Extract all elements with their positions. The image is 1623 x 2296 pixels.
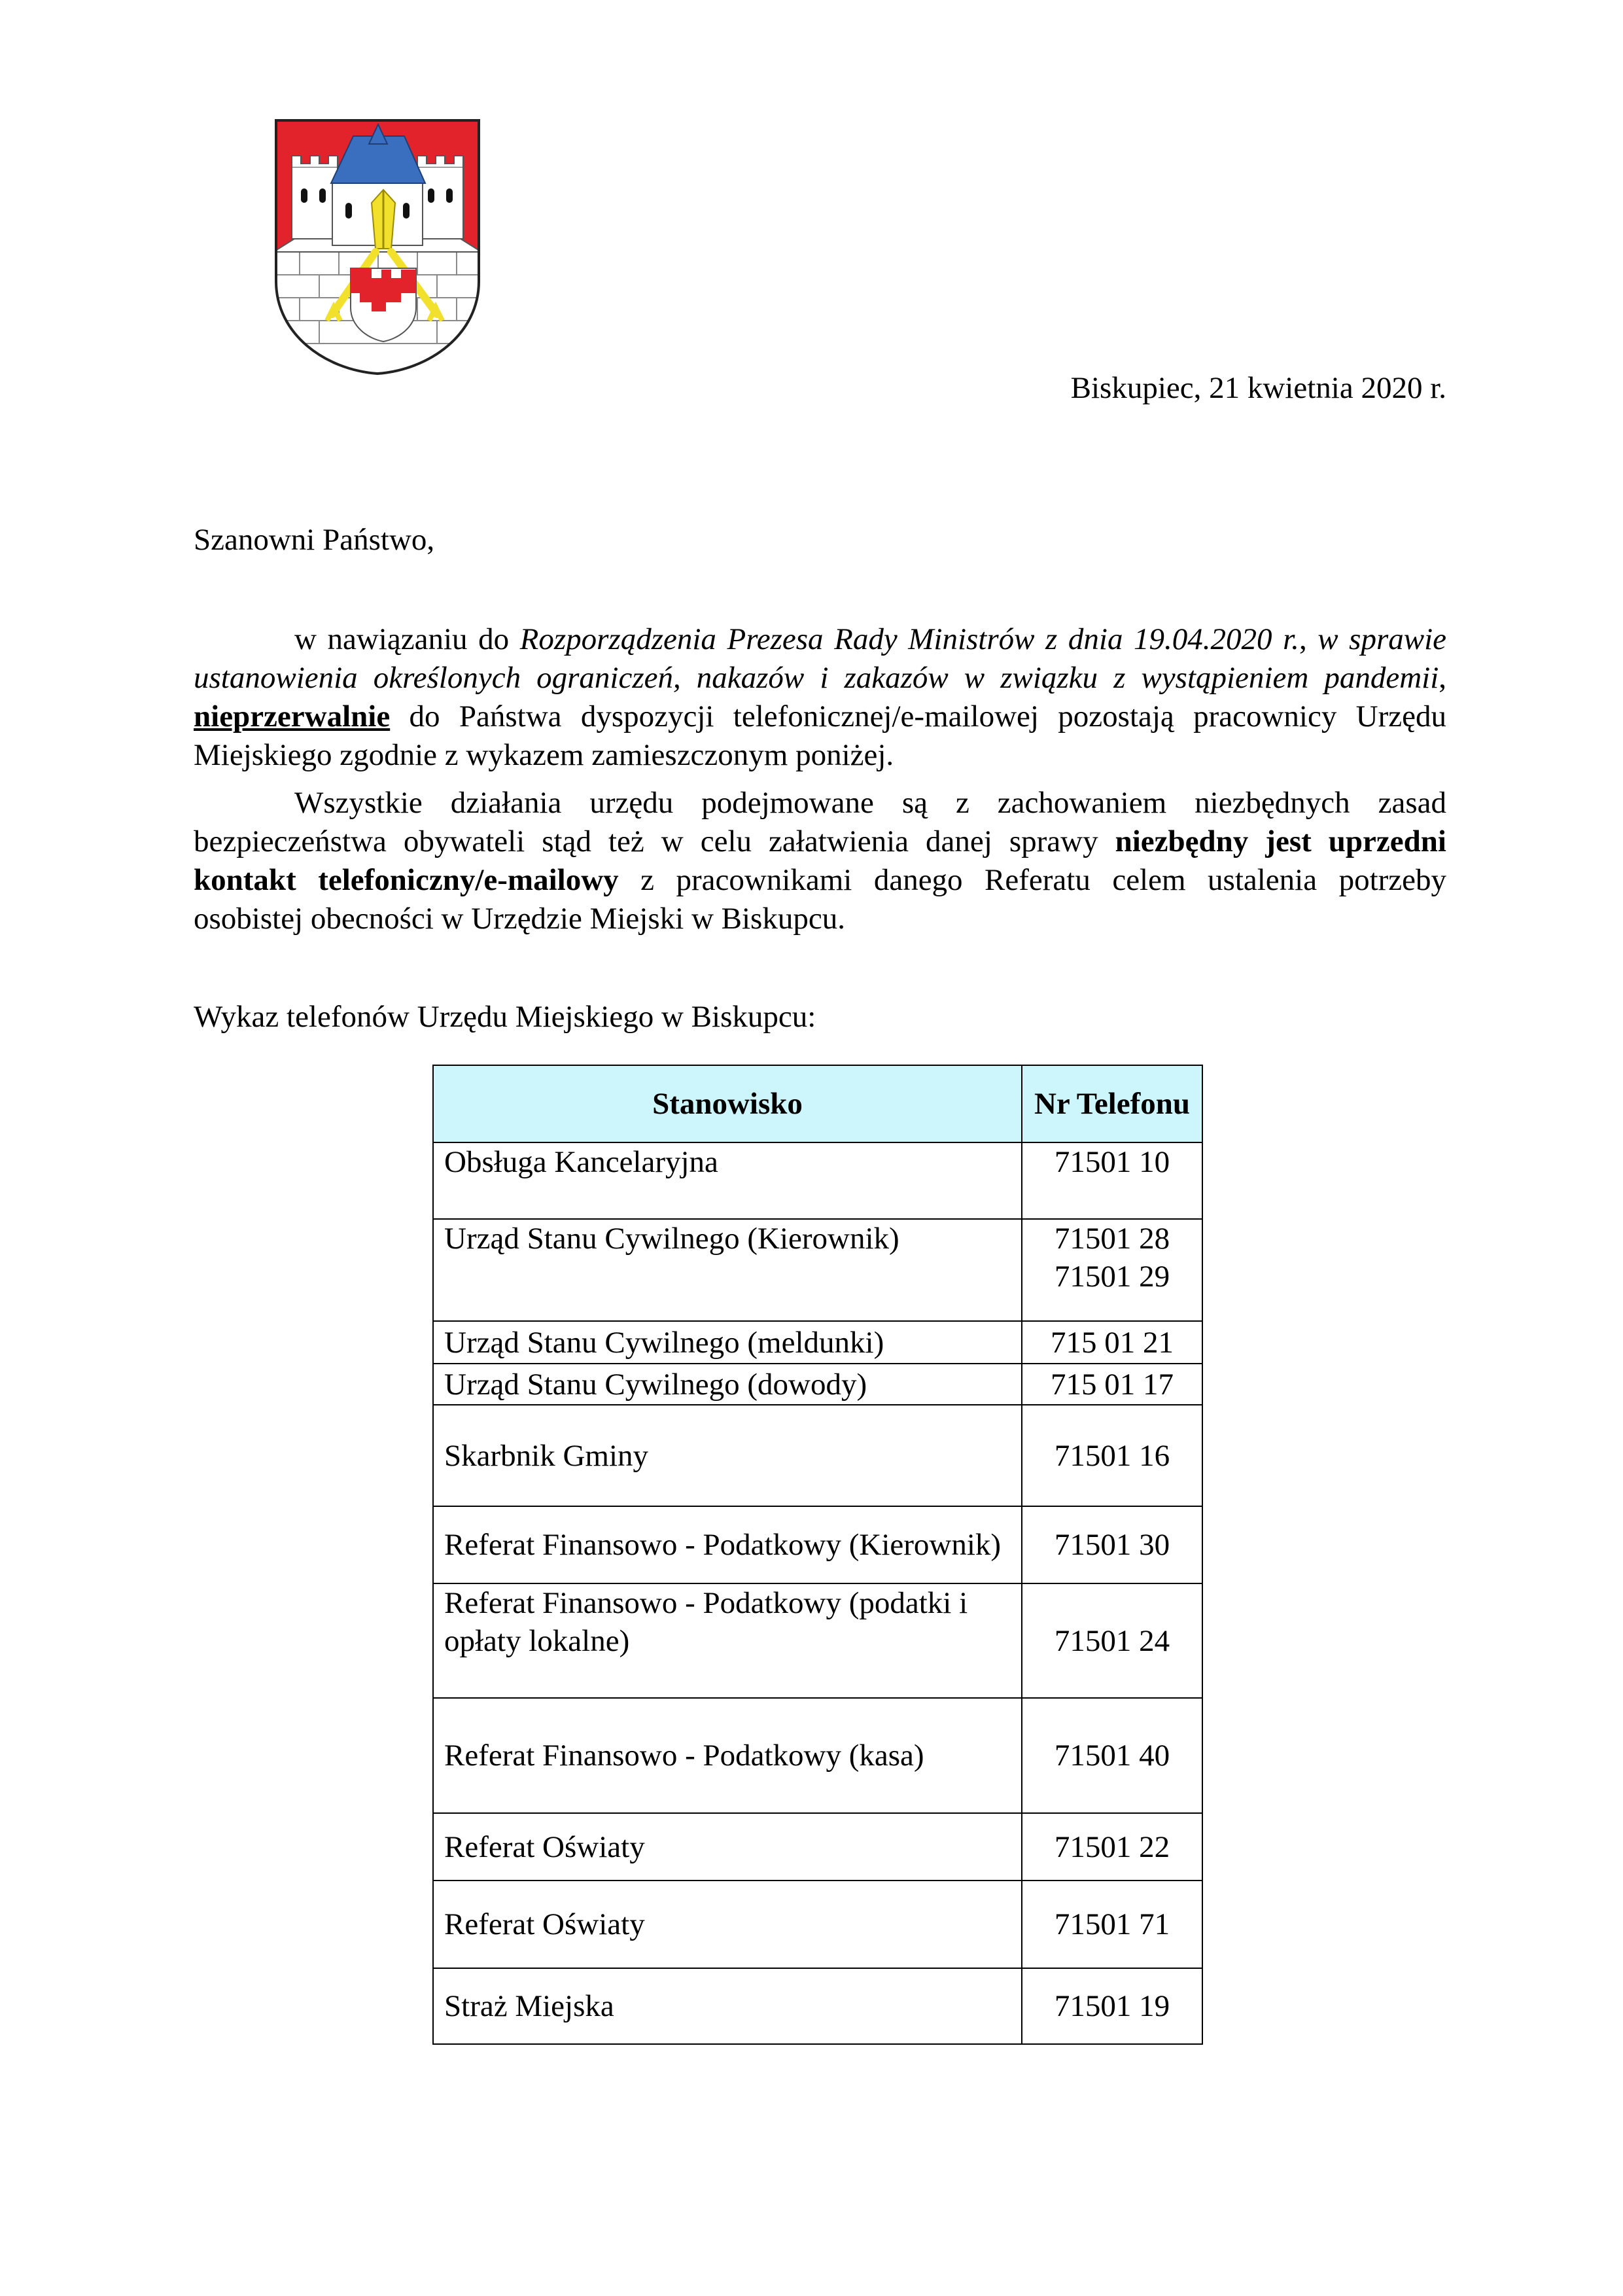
p1-comma-2: , — [1439, 661, 1446, 695]
table-row — [433, 1321, 1202, 1364]
row-phone: 71501 24 — [1022, 1583, 1202, 1698]
header-phone: Nr Telefonu — [1022, 1065, 1202, 1142]
row-phone: 71501 30 — [1022, 1506, 1202, 1583]
row-phone-line: 71501 28 — [1054, 1222, 1170, 1256]
emphasis-nieprzerwalnie: nieprzerwalnie — [194, 699, 391, 733]
row-position: Referat Finansowo - Podatkowy (Kierownik) — [433, 1506, 1022, 1583]
row-position: Skarbnik Gminy — [433, 1405, 1022, 1506]
table-header-row — [433, 1065, 1202, 1142]
emphasis-contact-required: niezbędny jest uprzedni kontakt telefoniczny/e-mailowy — [194, 824, 1446, 897]
paragraph-regulation — [194, 620, 1446, 775]
phone-table — [432, 1065, 1203, 2045]
greeting: Szanowni Państwo, — [194, 523, 435, 557]
table-row — [433, 1698, 1202, 1813]
p2-end: z pracownikami danego Referatu celem ustalenia potrzeby osobistej obecności w Urzędzie Miejski w Biskupcu. — [194, 863, 1447, 936]
table-row — [433, 1364, 1202, 1405]
row-phone: 71501 16 — [1022, 1405, 1202, 1506]
p1-rest: do Państwa dyspozycji telefonicznej/e-mailowej pozostają pracownicy Urzędu Miejskiego zgodnie z wykazem zamieszczonym poniżej. — [194, 699, 1446, 772]
table-row — [433, 1142, 1202, 1219]
row-phone: 715 01 17 — [1022, 1364, 1202, 1405]
row-position: Referat Oświaty — [433, 1813, 1022, 1881]
coat-of-arms-emblem — [273, 118, 481, 376]
table-row — [433, 1881, 1202, 1968]
p2-start: Wszystkie działania urzędu podejmowane są z zachowaniem niezbędnych zasad bezpieczeństwa obywateli stąd też w celu załatwienia danej sprawy — [194, 786, 1446, 858]
regulation-subject: w sprawie ustanowienia określonych ograniczeń, nakazów i zakazów w związku z wystąpieniem pandemii — [194, 622, 1447, 695]
row-phone: 71501 71 — [1022, 1881, 1202, 1968]
row-phone: 71501 22 — [1022, 1813, 1202, 1881]
row-position: Straż Miejska — [433, 1968, 1022, 2044]
row-phone: 71501 40 — [1022, 1698, 1202, 1813]
row-position: Referat Finansowo - Podatkowy (podatki i opłaty lokalne) — [433, 1583, 1022, 1698]
table-row — [433, 1813, 1202, 1881]
paragraph-safety — [194, 784, 1446, 938]
row-phone: 715 01 21 — [1022, 1321, 1202, 1364]
row-position: Obsługa Kancelaryjna — [433, 1142, 1022, 1219]
table-row — [433, 1405, 1202, 1506]
regulation-title: Rozporządzenia Prezesa Rady Ministrów z dnia 19.04.2020 r. — [519, 622, 1299, 656]
row-phone: 71501 19 — [1022, 1968, 1202, 2044]
row-position: Referat Finansowo - Podatkowy (kasa) — [433, 1698, 1022, 1813]
row-position: Urząd Stanu Cywilnego (dowody) — [433, 1364, 1022, 1405]
phone-list-title: Wykaz telefonów Urzędu Miejskiego w Biskupcu: — [194, 1000, 816, 1034]
header-position: Stanowisko — [433, 1065, 1022, 1142]
table-row — [433, 1968, 1202, 2044]
table-row — [433, 1219, 1202, 1321]
table-row — [433, 1583, 1202, 1698]
row-phone-line: 71501 29 — [1054, 1260, 1170, 1294]
p1-comma-1: , — [1299, 622, 1318, 656]
row-phone — [1022, 1219, 1202, 1321]
place-and-date: Biskupiec, 21 kwietnia 2020 r. — [1070, 371, 1446, 405]
row-position: Urząd Stanu Cywilnego (Kierownik) — [433, 1219, 1022, 1321]
table-row — [433, 1506, 1202, 1583]
row-position: Referat Oświaty — [433, 1881, 1022, 1968]
p1-intro: w nawiązaniu do — [294, 622, 520, 656]
row-phone: 71501 10 — [1022, 1142, 1202, 1219]
row-position: Urząd Stanu Cywilnego (meldunki) — [433, 1321, 1022, 1364]
